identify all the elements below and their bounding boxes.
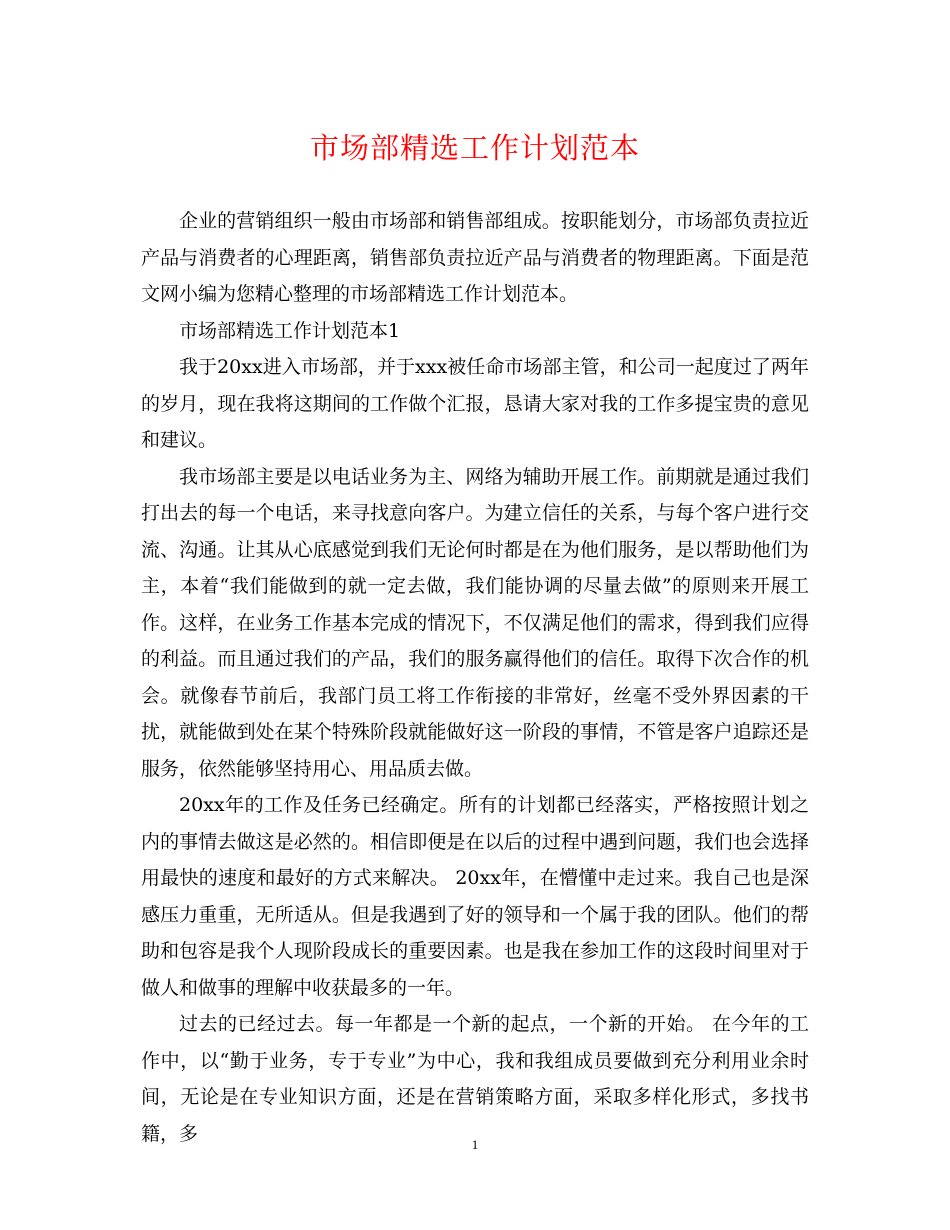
paragraph-3: 20xx年的工作及任务已经确定。所有的计划都已经落实，严格按照计划之内的事情去做这是必然的。相信即便是在以后的过程中遇到问题，我们也会选择用最快的速度和最好的方式来解决。 20xx年，在懵懂中走过来。我自己也是深感压力重重，无所适从。但是我遇到了好的领导和一个属于我的团队。他们的帮助和包容是我个人现阶段成长的重要因素。也是我在参加工作的这段时间里对于做人和做事的理解中收获最多的一年。 (141, 794, 809, 999)
document-body (141, 203, 809, 1152)
paragraph-intro: 企业的营销组织一般由市场部和销售部组成。按职能划分，市场部负责拉近产品与消费者的心理距离，销售部负责拉近产品与消费者的物理距离。下面是范文网小编为您精心整理的市场部精选工作计划范本。 (141, 210, 809, 305)
document-title: 市场部精选工作计划范本 (309, 131, 640, 165)
paragraph-4: 过去的已经过去。每一年都是一个新的起点，一个新的开始。 在今年的工作中，以“勤于业务，专于专业”为中心，我和我组成员要做到充分利用业余时间，无论是在专业知识方面，还是在营销策略方面，采取多样化形式，多找书籍，多 (141, 1013, 809, 1145)
paragraph-2: 我市场部主要是以电话业务为主、网络为辅助开展工作。前期就是通过我们打出去的每一个电话，来寻找意向客户。为建立信任的关系，与每个客户进行交流、沟通。让其从心底感觉到我们无论何时都是在为他们服务，是以帮助他们为主，本着“我们能做到的就一定去做，我们能协调的尽量去做”的原则来开展工作。这样，在业务工作基本完成的情况下，不仅满足他们的需求，得到我们应得的利益。而且通过我们的产品，我们的服务赢得他们的信任。取得下次合作的机会。就像春节前后，我部门员工将工作衔接的非常好，丝毫不受外界因素的干扰，就能做到处在某个特殊阶段就能做好这一阶段的事情，不管是客户追踪还是服务，依然能够坚持用心、用品质去做。 (141, 465, 809, 780)
page-number: 1 (471, 1137, 479, 1152)
paragraph-1: 我于20xx进入市场部，并于xxx被任命市场部主管，和公司一起度过了两年的岁月，现在我将这期间的工作做个汇报，恳请大家对我的工作多提宝贵的意见和建议。 (141, 356, 809, 451)
section-heading: 市场部精选工作计划范本1 (179, 319, 401, 342)
